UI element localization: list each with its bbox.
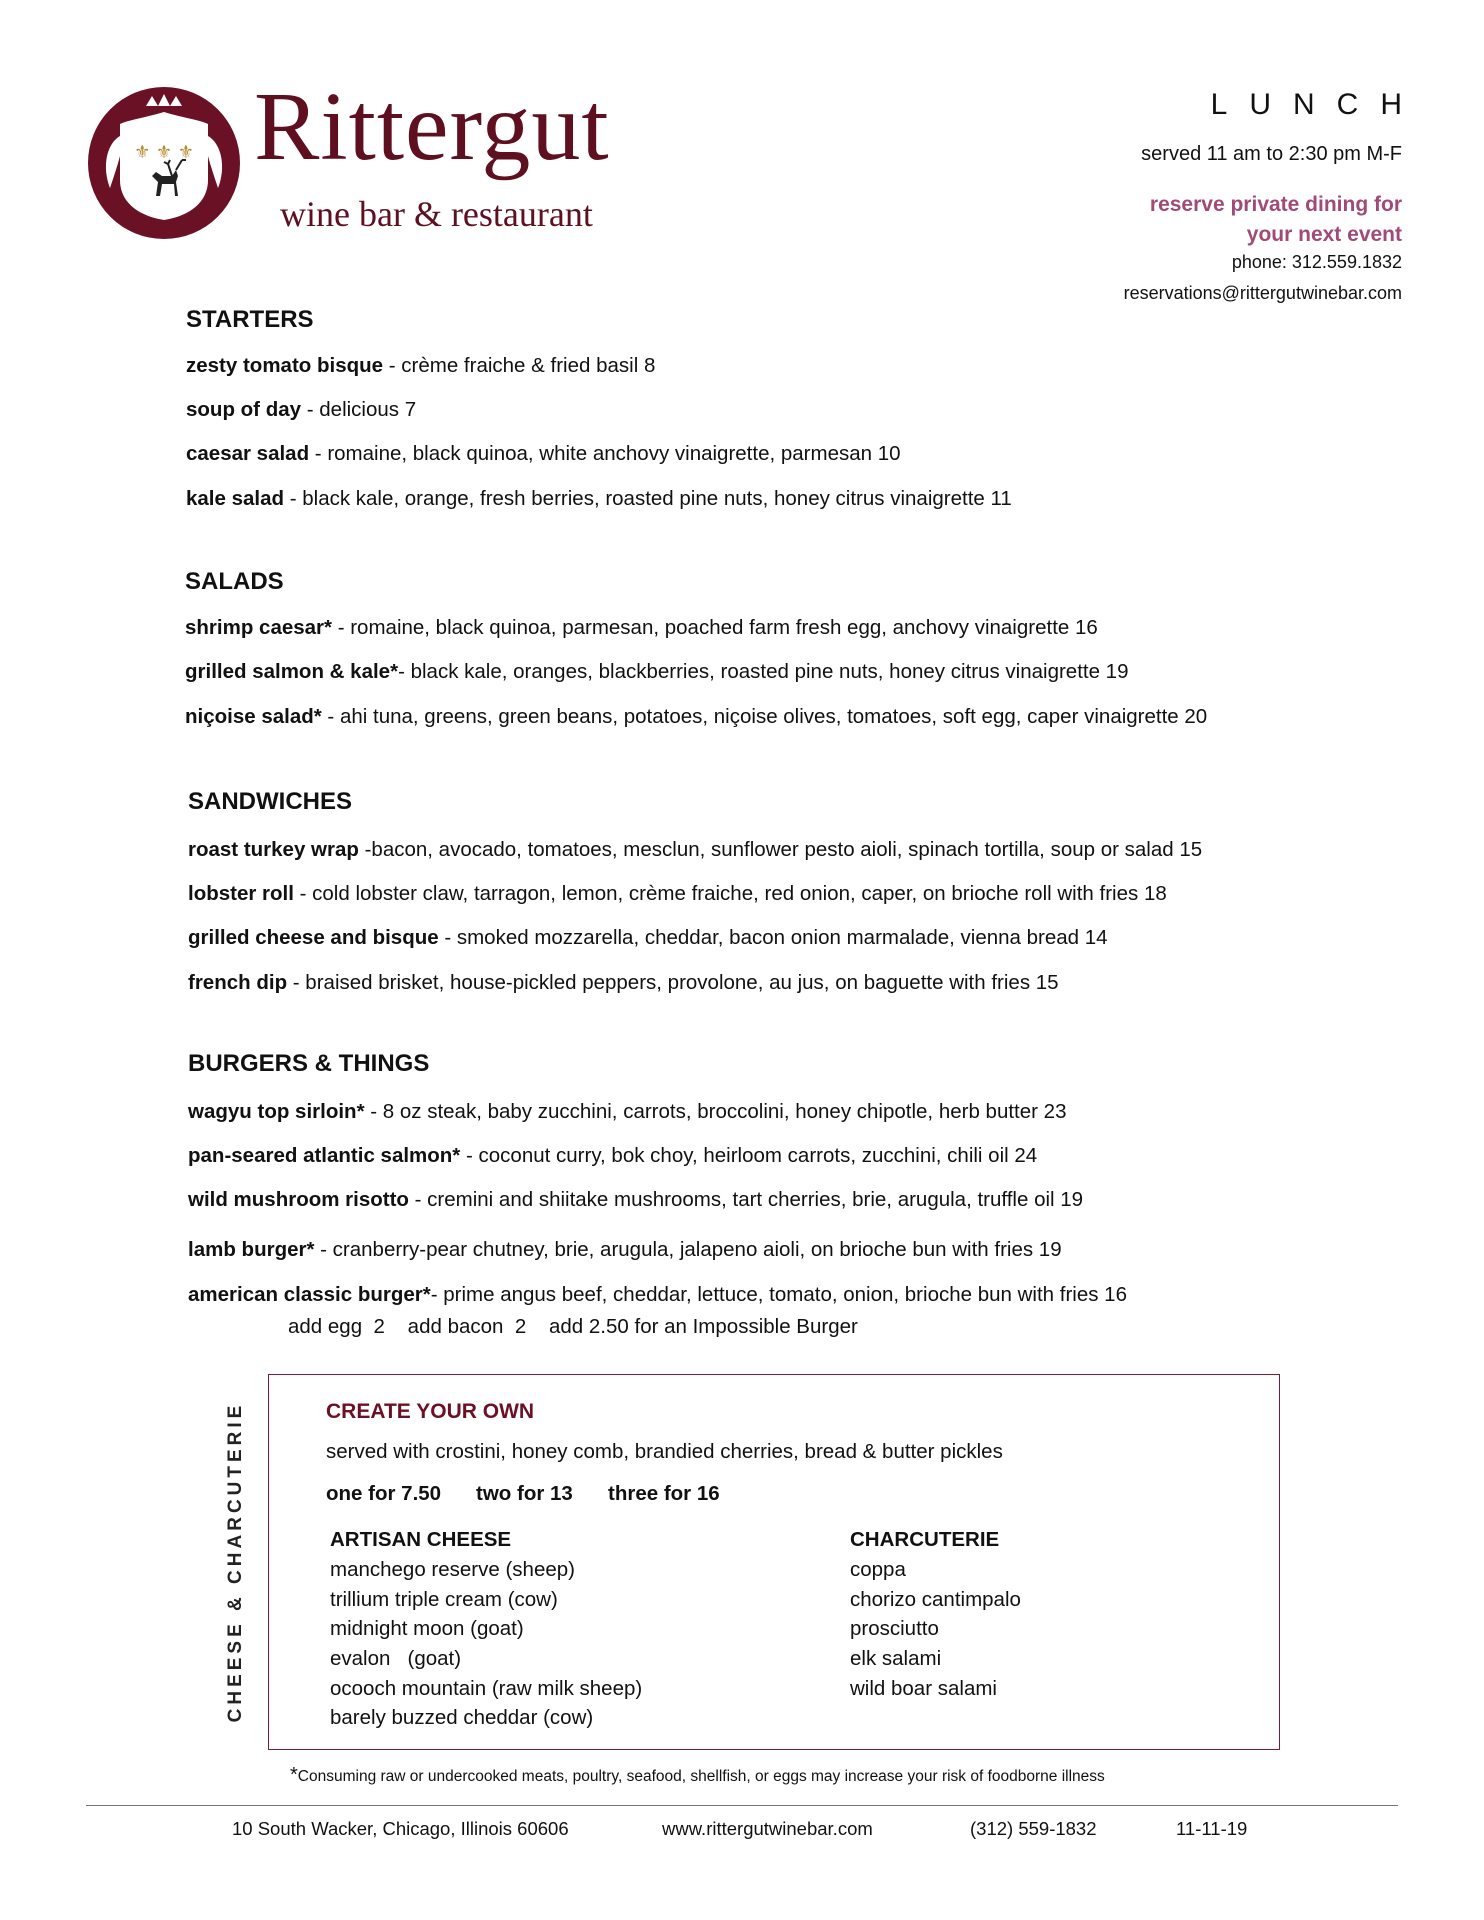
menu-item xyxy=(188,1283,1127,1307)
item-desc: - romaine, black quinoa, parmesan, poached farm fresh egg, anchovy vinaigrette 16 xyxy=(332,616,1098,639)
served-hours: served 11 am to 2:30 pm M-F xyxy=(1141,143,1402,165)
item-name: american classic burger* xyxy=(188,1283,431,1306)
menu-item xyxy=(185,705,1207,729)
charcuterie-item: elk salami xyxy=(850,1647,942,1670)
section-title-salads: SALADS xyxy=(185,568,284,595)
menu-item xyxy=(186,398,416,422)
item-desc: - crème fraiche & fried basil 8 xyxy=(383,354,656,377)
footer-address: 10 South Wacker, Chicago, Illinois 60606 xyxy=(232,1818,569,1839)
item-desc: - 8 oz steak, baby zucchini, carrots, broccolini, honey chipotle, herb butter 23 xyxy=(364,1100,1067,1123)
menu-item xyxy=(185,616,1098,640)
reserve-line-2: your next event xyxy=(1246,223,1402,246)
menu-item xyxy=(188,926,1108,950)
header-email[interactable]: reservations@rittergutwinebar.com xyxy=(1123,283,1402,303)
menu-item xyxy=(188,1238,1062,1262)
price-three: three for 16 xyxy=(608,1482,720,1505)
menu-title: LUNCH xyxy=(1210,88,1424,121)
section-title-burgers: BURGERS & THINGS xyxy=(188,1050,430,1077)
section-title-starters: STARTERS xyxy=(186,306,314,333)
logo-name: Rittergut xyxy=(254,73,610,181)
header-phone: phone: 312.559.1832 xyxy=(1231,252,1402,272)
item-name: shrimp caesar* xyxy=(185,616,333,639)
footer-divider xyxy=(86,1805,1398,1806)
disclaimer-text: Consuming raw or undercooked meats, poultry, seafood, shellfish, or eggs may increase your risk of foodborne illness xyxy=(297,1768,1105,1785)
item-desc: - smoked mozzarella, cheddar, bacon onion marmalade, vienna bread 14 xyxy=(438,926,1108,949)
section-title-sandwiches: SANDWICHES xyxy=(188,788,353,815)
item-name: lobster roll xyxy=(188,882,294,905)
item-desc: - black kale, oranges, blackberries, roasted pine nuts, honey citrus vinaigrette 19 xyxy=(398,660,1129,683)
burger-addons: add egg 2 add bacon 2 add 2.50 for an Impossible Burger xyxy=(288,1315,858,1338)
item-name: zesty tomato bisque xyxy=(186,354,384,377)
item-name: kale salad xyxy=(186,487,285,510)
item-desc: - cranberry-pear chutney, brie, arugula, jalapeno aioli, on brioche bun with fries 19 xyxy=(314,1238,1062,1261)
charcuterie-item: coppa xyxy=(850,1558,906,1581)
cheese-item: trillium triple cream (cow) xyxy=(330,1588,558,1611)
reserve-line-1: reserve private dining for xyxy=(1149,193,1402,216)
logo-seal-icon xyxy=(86,84,242,242)
item-desc: - romaine, black quinoa, white anchovy vinaigrette, parmesan 10 xyxy=(309,442,901,465)
item-desc: - black kale, orange, fresh berries, roasted pine nuts, honey citrus vinaigrette 11 xyxy=(284,487,1012,510)
charcuterie-title: CHARCUTERIE xyxy=(850,1528,1000,1551)
item-name: wagyu top sirloin* xyxy=(188,1100,365,1123)
cheese-item: ocooch mountain (raw milk sheep) xyxy=(330,1677,643,1700)
item-desc: - delicious 7 xyxy=(301,398,417,421)
item-desc: - braised brisket, house-pickled peppers, provolone, au jus, on baguette with fries 15 xyxy=(287,971,1059,994)
item-name: lamb burger* xyxy=(188,1238,315,1261)
footer-date: 11-11-19 xyxy=(1176,1818,1248,1839)
item-name: grilled salmon & kale* xyxy=(185,660,399,683)
menu-item xyxy=(186,442,901,466)
menu-item xyxy=(188,838,1202,862)
menu-item xyxy=(188,1144,1037,1168)
cheese-item: barely buzzed cheddar (cow) xyxy=(330,1706,594,1729)
charcuterie-item: wild boar salami xyxy=(850,1677,997,1700)
item-desc: -bacon, avocado, tomatoes, mesclun, sunflower pesto aioli, spinach tortilla, soup or salad 15 xyxy=(358,838,1203,861)
item-desc: - prime angus beef, cheddar, lettuce, tomato, onion, brioche bun with fries 16 xyxy=(430,1283,1127,1306)
cheese-item: midnight moon (goat) xyxy=(330,1617,524,1640)
footer-phone: (312) 559-1832 xyxy=(970,1818,1097,1839)
cheese-side-label: CHEESE & CHARCUTERIE xyxy=(225,1401,246,1723)
create-your-own-title: CREATE YOUR OWN xyxy=(326,1400,535,1423)
artisan-cheese-title: ARTISAN CHEESE xyxy=(330,1528,512,1551)
menu-item xyxy=(188,1100,1066,1124)
menu-item xyxy=(186,354,655,378)
item-name: pan-seared atlantic salmon* xyxy=(188,1144,461,1167)
disclaimer-asterisk: * xyxy=(290,1764,298,1786)
item-name: soup of day xyxy=(186,398,302,421)
menu-item xyxy=(188,971,1059,995)
item-name: wild mushroom risotto xyxy=(188,1188,409,1211)
menu-item xyxy=(188,882,1167,906)
item-desc: - cremini and shiitake mushrooms, tart cherries, brie, arugula, truffle oil 19 xyxy=(408,1188,1084,1211)
item-name: niçoise salad* xyxy=(185,705,322,728)
menu-item xyxy=(188,1188,1083,1212)
item-name: caesar salad xyxy=(186,442,310,465)
item-name: french dip xyxy=(188,971,288,994)
charcuterie-item: chorizo cantimpalo xyxy=(850,1588,1021,1611)
cheese-item: manchego reserve (sheep) xyxy=(330,1558,575,1581)
item-desc: - cold lobster claw, tarragon, lemon, crème fraiche, red onion, caper, on brioche roll with fries 18 xyxy=(293,882,1167,905)
menu-item xyxy=(185,660,1129,684)
item-name: roast turkey wrap xyxy=(188,838,359,861)
price-two: two for 13 xyxy=(476,1482,573,1505)
cheese-item: evalon (goat) xyxy=(330,1647,462,1670)
item-desc: - coconut curry, bok choy, heirloom carrots, zucchini, chili oil 24 xyxy=(460,1144,1038,1167)
disclaimer xyxy=(290,1764,1105,1787)
charcuterie-item: prosciutto xyxy=(850,1617,939,1640)
price-one: one for 7.50 xyxy=(326,1482,442,1505)
svg-text:⚜ ⚜ ⚜: ⚜ ⚜ ⚜ xyxy=(134,142,194,163)
logo-subtitle: wine bar & restaurant xyxy=(280,194,593,234)
menu-item xyxy=(186,487,1012,511)
item-desc: - ahi tuna, greens, green beans, potatoes, niçoise olives, tomatoes, soft egg, caper vinaigrette 20 xyxy=(321,705,1208,728)
create-your-own-desc: served with crostini, honey comb, brandied cherries, bread & butter pickles xyxy=(326,1440,1003,1463)
item-name: grilled cheese and bisque xyxy=(188,926,439,949)
footer-website[interactable]: www.rittergutwinebar.com xyxy=(662,1818,873,1839)
